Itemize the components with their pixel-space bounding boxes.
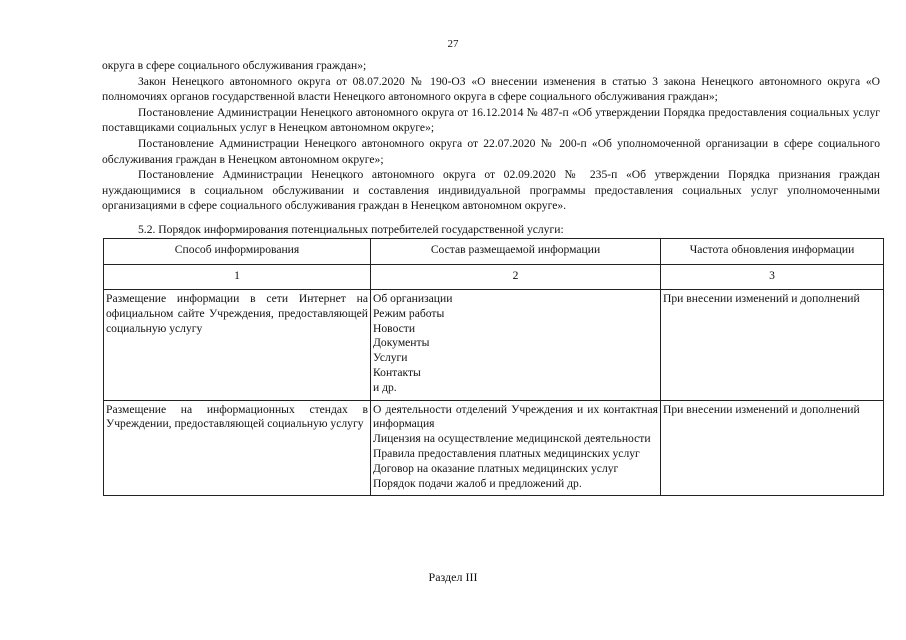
paragraph: Постановление Администрации Ненецкого автономного округа от 16.12.2014 № 487-п «Об утверждении Порядка предоставления социальных услуг поставщиками социальных услуг в Ненецком автономном округе»; <box>102 105 880 135</box>
column-number: 1 <box>104 265 371 290</box>
method-cell: Размещение информации в сети Интернет на официальном сайте Учреждения, предоставляющей социальную услугу <box>104 290 371 401</box>
content-item: Порядок подачи жалоб и предложений др. <box>373 476 582 490</box>
frequency-cell: При внесении изменений и дополнений <box>661 400 884 496</box>
content-cell <box>371 290 661 401</box>
content-item: Договор на оказание платных медицинских услуг <box>373 461 619 475</box>
table-header-row <box>104 239 884 265</box>
content-item: Правила предоставления платных медицинских услуг <box>373 446 640 460</box>
page-number: 27 <box>447 38 459 50</box>
content-item: Режим работы <box>373 306 445 320</box>
content-cell <box>371 400 661 496</box>
paragraph: Постановление Администрации Ненецкого автономного округа от 02.09.2020 № 235-п «Об утверждении Порядка признания граждан нуждающимися в социальном обслуживании и составления индивидуальной программы предоставления социальных услуг уполномоченными организациями в сфере социального обслуживания граждан в Ненецком автономном округе». <box>102 168 880 213</box>
content-item: и др. <box>373 380 397 394</box>
informing-table <box>103 238 884 496</box>
content-item: О деятельности отделений Учреждения и их контактная информация <box>373 402 658 431</box>
column-header: Способ информирования <box>104 239 371 265</box>
content-item: Услуги <box>373 351 408 365</box>
legal-basis-text <box>102 58 880 214</box>
frequency-cell: При внесении изменений и дополнений <box>661 290 884 401</box>
section-heading: 5.2. Порядок информирования потенциальных потребителей государственной услуги: <box>138 223 564 236</box>
paragraph: Постановление Администрации Ненецкого автономного округа от 22.07.2020 № 200-п «Об уполномоченной организации в сфере социального обслуживания граждан в Ненецком автономном округе»; <box>102 136 880 166</box>
table-number-row <box>104 265 884 290</box>
section-title: Раздел III <box>428 570 478 584</box>
column-number: 3 <box>661 265 884 290</box>
table-row <box>104 290 884 401</box>
table-row <box>104 400 884 496</box>
column-number: 2 <box>371 265 661 290</box>
method-cell: Размещение на информационных стендах в Учреждении, предоставляющей социальную услугу <box>104 400 371 496</box>
column-header: Частота обновления информации <box>661 239 884 265</box>
paragraph: Закон Ненецкого автономного округа от 08.07.2020 № 190-ОЗ «О внесении изменения в статью 3 закона Ненецкого автономного округа «О полномочиях органов государственной власти Ненецкого автономного округа в сфере социального обслуживания граждан»; <box>102 74 880 104</box>
column-header: Состав размещаемой информации <box>371 239 661 265</box>
content-item: Об организации <box>373 292 453 305</box>
content-item: Новости <box>373 321 416 335</box>
content-item: Контакты <box>373 365 421 379</box>
content-item: Документы <box>373 336 430 350</box>
paragraph: округа в сфере социального обслуживания граждан»; <box>102 59 367 72</box>
content-item: Лицензия на осуществление медицинской деятельности <box>373 432 651 446</box>
